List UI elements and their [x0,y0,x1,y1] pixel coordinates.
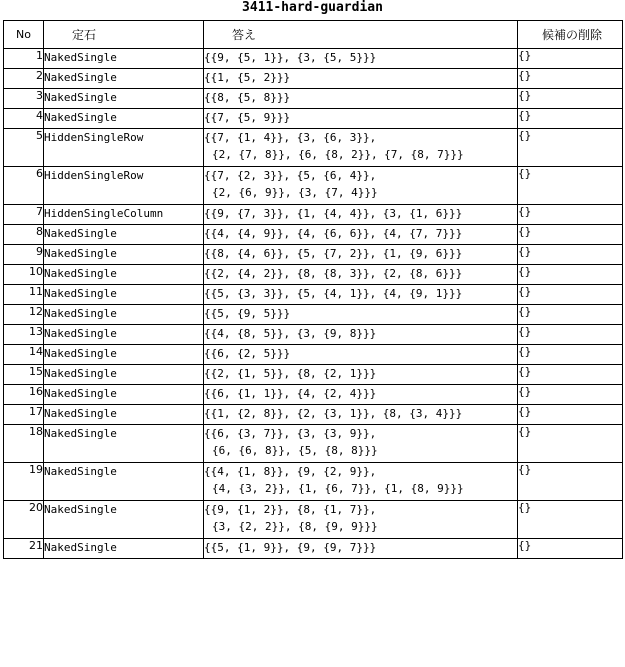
answer-line: {{4, {1, 8}}, {9, {2, 9}}, [204,465,377,478]
row-removal: {} [518,539,623,559]
row-removal: {} [518,425,623,463]
table-row [4,265,623,285]
table-row [4,425,623,463]
row-number: 21 [4,539,44,559]
answer-line: {{8, {4, 6}}, {5, {7, 2}}, {1, {9, 6}}} [204,247,463,260]
row-removal: {} [518,89,623,109]
row-number: 15 [4,365,44,385]
table-row [4,463,623,501]
answer-line: {2, {7, 8}}, {6, {8, 2}}, {7, {8, 7}}} [212,148,464,161]
answer-line: {{2, {4, 2}}, {8, {8, 3}}, {2, {8, 6}}} [204,267,463,280]
row-removal: {} [518,167,623,205]
table-row [4,325,623,345]
row-technique: NakedSingle [44,109,204,129]
row-technique: NakedSingle [44,305,204,325]
row-technique: NakedSingle [44,365,204,385]
table-row [4,285,623,305]
row-answer [204,265,518,285]
table-row [4,405,623,425]
row-technique: HiddenSingleRow [44,167,204,205]
answer-line: {{7, {2, 3}}, {5, {6, 4}}, [204,169,377,182]
row-answer [204,225,518,245]
row-number: 16 [4,385,44,405]
table-row [4,205,623,225]
row-answer [204,129,518,167]
row-number: 10 [4,265,44,285]
row-removal: {} [518,285,623,305]
row-technique: HiddenSingleRow [44,129,204,167]
table-row [4,167,623,205]
answer-line: {{2, {1, 5}}, {8, {2, 1}}} [204,367,377,380]
row-removal: {} [518,325,623,345]
row-number: 17 [4,405,44,425]
table-row [4,345,623,365]
answer-line: {{9, {5, 1}}, {3, {5, 5}}} [204,51,377,64]
row-removal: {} [518,109,623,129]
answer-line: {{1, {2, 8}}, {2, {3, 1}}, {8, {3, 4}}} [204,407,463,420]
row-technique: NakedSingle [44,285,204,305]
row-removal: {} [518,49,623,69]
row-technique: NakedSingle [44,69,204,89]
row-technique: NakedSingle [44,325,204,345]
row-technique: NakedSingle [44,501,204,539]
row-technique: NakedSingle [44,89,204,109]
table-row [4,305,623,325]
row-removal: {} [518,305,623,325]
solution-table [3,20,623,559]
answer-line: {{9, {7, 3}}, {1, {4, 4}}, {3, {1, 6}}} [204,207,463,220]
row-technique: NakedSingle [44,49,204,69]
answer-line: {{5, {9, 5}}} [204,307,291,320]
row-answer [204,463,518,501]
table-row [4,49,623,69]
row-answer [204,89,518,109]
row-removal: {} [518,245,623,265]
row-number: 14 [4,345,44,365]
answer-line: {{7, {1, 4}}, {3, {6, 3}}, [204,131,377,144]
answer-line: {{6, {2, 5}}} [204,347,291,360]
header-row [4,21,623,49]
row-removal: {} [518,345,623,365]
row-removal: {} [518,69,623,89]
row-answer [204,325,518,345]
row-number: 20 [4,501,44,539]
row-answer [204,345,518,365]
row-number: 7 [4,205,44,225]
row-technique: NakedSingle [44,539,204,559]
row-technique: NakedSingle [44,385,204,405]
answer-line: {{8, {5, 8}}} [204,91,291,104]
row-number: 4 [4,109,44,129]
row-answer [204,385,518,405]
answer-line: {{1, {5, 2}}} [204,71,291,84]
answer-line: {2, {6, 9}}, {3, {7, 4}}} [212,186,378,199]
row-answer [204,49,518,69]
row-number: 13 [4,325,44,345]
answer-line: {{9, {1, 2}}, {8, {1, 7}}, [204,503,377,516]
answer-line: {{5, {1, 9}}, {9, {9, 7}}} [204,541,377,554]
table-row [4,539,623,559]
row-number: 18 [4,425,44,463]
row-technique: NakedSingle [44,245,204,265]
row-number: 5 [4,129,44,167]
row-number: 11 [4,285,44,305]
row-answer [204,425,518,463]
answer-line: {4, {3, 2}}, {1, {6, 7}}, {1, {8, 9}}} [212,482,464,495]
row-answer [204,167,518,205]
table-row [4,385,623,405]
header-removal: 候補の削除 [518,21,623,49]
page-title: 3411-hard-guardian [242,0,383,15]
row-number: 3 [4,89,44,109]
table-row [4,365,623,385]
answer-line: {{7, {5, 9}}} [204,111,291,124]
row-technique: NakedSingle [44,463,204,501]
row-number: 1 [4,49,44,69]
row-answer [204,69,518,89]
table-row [4,129,623,167]
table-row [4,109,623,129]
row-number: 9 [4,245,44,265]
row-answer [204,285,518,305]
row-answer [204,305,518,325]
header-no: No [4,21,44,49]
answer-line: {{4, {4, 9}}, {4, {6, 6}}, {4, {7, 7}}} [204,227,463,240]
header-answer: 答え [204,21,518,49]
row-number: 2 [4,69,44,89]
row-technique: NakedSingle [44,225,204,245]
row-removal: {} [518,405,623,425]
row-removal: {} [518,265,623,285]
row-removal: {} [518,205,623,225]
row-removal: {} [518,463,623,501]
row-answer [204,365,518,385]
table-row [4,501,623,539]
table-row [4,225,623,245]
table-row [4,245,623,265]
row-number: 8 [4,225,44,245]
row-number: 19 [4,463,44,501]
row-answer [204,205,518,225]
answer-line: {6, {6, 8}}, {5, {8, 8}}} [212,444,378,457]
row-technique: NakedSingle [44,265,204,285]
row-removal: {} [518,501,623,539]
table-row [4,69,623,89]
header-technique: 定石 [44,21,204,49]
row-technique: HiddenSingleColumn [44,205,204,225]
row-removal: {} [518,385,623,405]
row-answer [204,539,518,559]
row-removal: {} [518,365,623,385]
row-number: 6 [4,167,44,205]
answer-line: {{4, {8, 5}}, {3, {9, 8}}} [204,327,377,340]
answer-line: {{6, {1, 1}}, {4, {2, 4}}} [204,387,377,400]
answer-line: {{5, {3, 3}}, {5, {4, 1}}, {4, {9, 1}}} [204,287,463,300]
row-technique: NakedSingle [44,425,204,463]
row-technique: NakedSingle [44,405,204,425]
row-answer [204,109,518,129]
row-answer [204,405,518,425]
answer-line: {3, {2, 2}}, {8, {9, 9}}} [212,520,378,533]
row-removal: {} [518,129,623,167]
table-row [4,89,623,109]
row-technique: NakedSingle [44,345,204,365]
row-answer [204,245,518,265]
row-answer [204,501,518,539]
row-removal: {} [518,225,623,245]
row-number: 12 [4,305,44,325]
answer-line: {{6, {3, 7}}, {3, {3, 9}}, [204,427,377,440]
